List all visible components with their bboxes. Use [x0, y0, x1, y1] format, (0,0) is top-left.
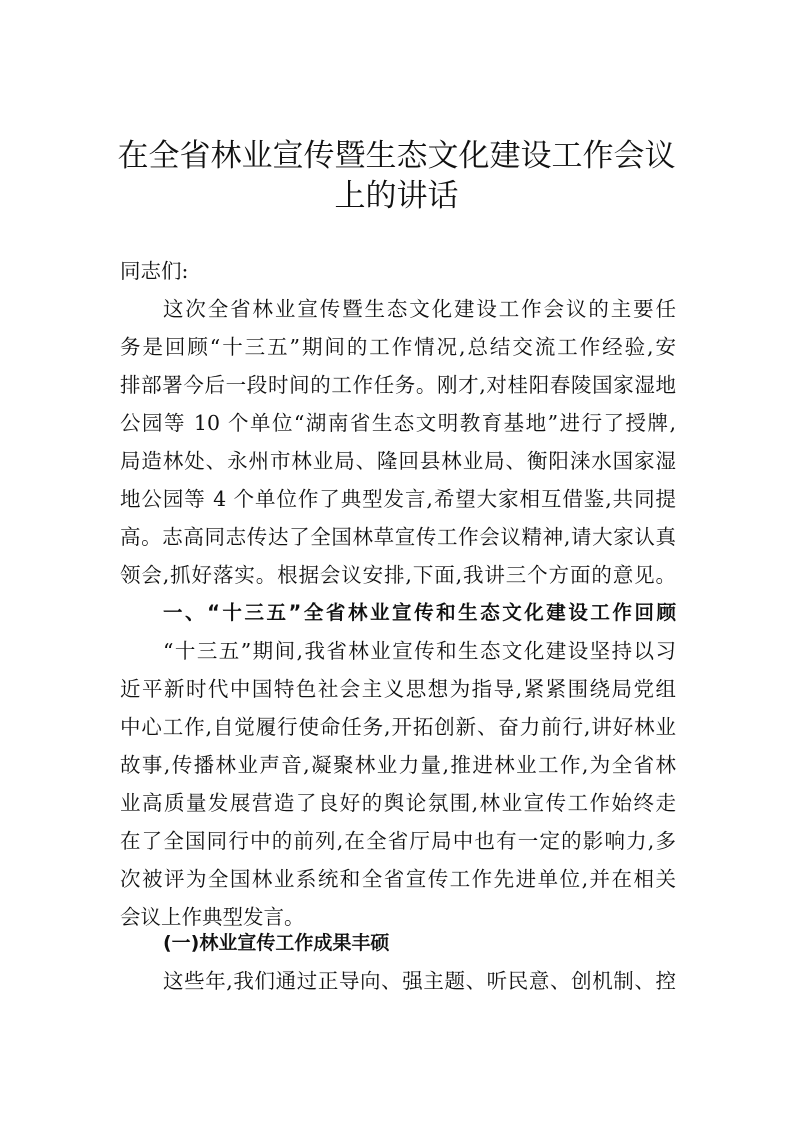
document-title-line-2: 上的讲话: [334, 178, 459, 214]
paragraph-line: 排部署今后一段时间的工作任务。刚才,对桂阳春陵国家湿地: [120, 373, 676, 397]
paragraph-line: 故事,传播林业声音,凝聚林业力量,推进林业工作,为全省林: [120, 753, 676, 777]
paragraph-line: 这些年,我们通过正导向、强主题、听民意、创机制、控: [163, 969, 676, 993]
paragraph-line: 近平新时代中国特色社会主义思想为指导,紧紧围绕局党组: [120, 677, 676, 701]
paragraph-line: 在了全国同行中的前列,在全省厅局中也有一定的影响力,多: [120, 829, 676, 853]
paragraph-line: 领会,抓好落实。根据会议安排,下面,我讲三个方面的意见。: [120, 563, 676, 587]
paragraph-line: 局造林处、永州市林业局、隆回县林业局、衡阳涞水国家湿: [120, 449, 676, 473]
salutation: 同志们:: [120, 259, 189, 283]
paragraph-line: 业高质量发展营造了良好的舆论氛围,林业宣传工作始终走: [120, 791, 676, 815]
paragraph-line: 会议上作典型发言。: [120, 905, 305, 929]
subsection-heading-1: (一)林业宣传工作成果丰硕: [163, 932, 390, 954]
paragraph-line: 地公园等 4 个单位作了典型发言,希望大家相互借鉴,共同提: [120, 487, 676, 511]
section-heading-1: 一、“十三五”全省林业宣传和生态文化建设工作回顾: [163, 601, 676, 624]
paragraph-line: 高。志高同志传达了全国林草宣传工作会议精神,请大家认真: [120, 525, 676, 549]
paragraph-line: “十三五”期间,我省林业宣传和生态文化建设坚持以习: [163, 639, 676, 663]
paragraph-line: 这次全省林业宣传暨生态文化建设工作会议的主要任: [163, 297, 676, 321]
paragraph-line: 中心工作,自觉履行使命任务,开拓创新、奋力前行,讲好林业: [120, 715, 676, 739]
document-title-line-1: 在全省林业宣传暨生态文化建设工作会议: [117, 138, 676, 174]
paragraph-line: 务是回顾“十三五”期间的工作情况,总结交流工作经验,安: [120, 335, 676, 359]
paragraph-line: 次被评为全国林业系统和全省宣传工作先进单位,并在相关: [120, 867, 676, 891]
paragraph-line: 公园等 10 个单位“湖南省生态文明教育基地”进行了授牌,: [120, 411, 676, 435]
